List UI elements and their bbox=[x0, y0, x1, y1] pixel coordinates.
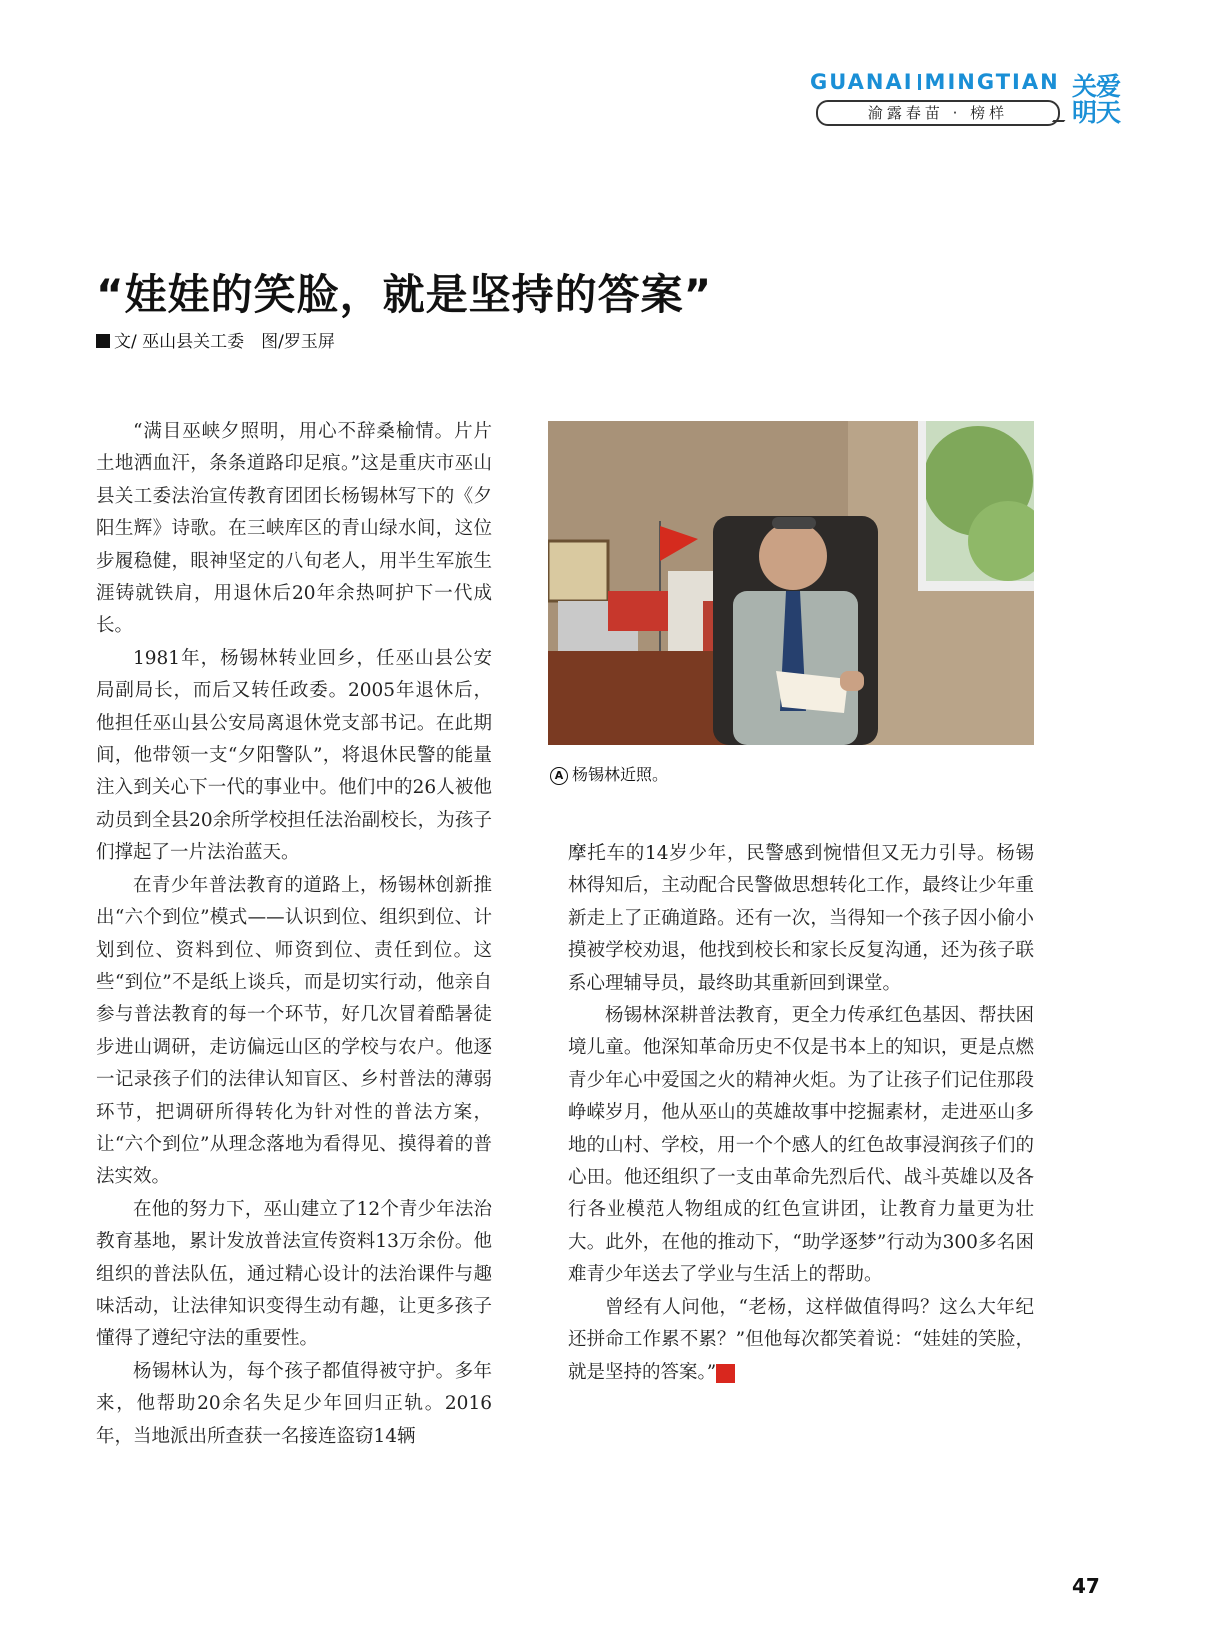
masthead-en-left: GUANAI bbox=[810, 70, 914, 94]
photo-caption bbox=[550, 762, 668, 785]
article-title: “娃娃的笑脸，就是坚持的答案” bbox=[96, 270, 713, 319]
caption-text: 杨锡林近照。 bbox=[572, 765, 669, 784]
logo-line-1: 关爱 bbox=[1072, 72, 1121, 101]
paragraph: “满目巫峡夕照明，用心不辞桑榆情。片片土地洒血汗，条条道路印足痕。”这是重庆市巫山县关工委法治宣传教育团团长杨锡林写下的《夕阳生辉》诗歌。在三峡库区的青山绿水间，这位步履稳健，眼神坚定的八旬老人，用半生军旅生涯铸就铁肩，用退休后20年余热呵护下一代成长。 bbox=[96, 421, 492, 637]
paragraph: 杨锡林认为，每个孩子都值得被守护。多年来，他帮助20余名失足少年回归正轨。2016年，当地派出所查获一名接连盗窃14辆 bbox=[96, 1360, 492, 1447]
masthead-logo bbox=[1072, 74, 1122, 126]
paragraph: 杨锡林深耕普法教育，更全力传承红色基因、帮扶困境儿童。他深知革命历史不仅是书本上的知识，更是点燃青少年心中爱国之火的精神火炬。为了让孩子们记住那段峥嵘岁月，他从巫山的英雄故事中挖掘素材，走进巫山多地的山村、学校，用一个个感人的红色故事浸润孩子们的心田。他还组织了一支由革命先烈后代、战斗英雄以及各行各业模范人物组成的红色宣讲团，让教育力量更为壮大。此外，在他的推动下，“助学逐梦”行动为300多名困难青少年送去了学业与生活上的帮助。 bbox=[568, 1005, 1034, 1286]
paragraph: 在他的努力下，巫山建立了12个青少年法治教育基地，累计发放普法宣传资料13万余份。他组织的普法队伍，通过精心设计的法治课件与趣味活动，让法律知识变得生动有趣，让更多孩子懂得了遵纪守法的重要性。 bbox=[96, 1198, 492, 1350]
masthead-en-right: MINGTIAN bbox=[924, 70, 1060, 94]
masthead bbox=[810, 70, 1180, 140]
last-paragraph-text: 曾经有人问他，“老杨，这样做值得吗？这么大年纪还拼命工作累不累？”但他每次都笑着说：“娃娃的笑脸，就是坚持的答案。” bbox=[568, 1296, 1034, 1383]
portrait-photo-illustration bbox=[548, 421, 1034, 745]
paragraph-last bbox=[568, 1292, 1034, 1389]
paragraph-continued: 摩托车的14岁少年，民警感到惋惜但又无力引导。杨锡林得知后，主动配合民警做思想转化工作，最终让少年重新走上了正确道路。还有一次，当得知一个孩子因小偷小摸被学校劝退，他找到校长和家长反复沟通，还为孩子联系心理辅导员，最终助其重新回到课堂。 bbox=[568, 843, 1034, 994]
byline-square-icon bbox=[96, 334, 110, 348]
paragraph: 1981年，杨锡林转业回乡，任巫山县公安局副局长，而后又转任政委。2005年退休后，他担任巫山县公安局离退休党支部书记。在此期间，他带领一支“夕阳警队”，将退休民警的能量注入到关心下一代的事业中。他们中的26人被他动员到全县20余所学校担任法治副校长，为孩子们撑起了一片法治蓝天。 bbox=[96, 647, 492, 864]
right-column bbox=[568, 838, 1034, 1389]
left-column bbox=[96, 416, 492, 1453]
masthead-english bbox=[810, 70, 1060, 94]
end-mark-icon: 天 bbox=[716, 1364, 735, 1383]
masthead-tagline: 渝露春苗 · 榜样 bbox=[816, 100, 1060, 126]
article-byline bbox=[96, 327, 335, 352]
masthead-divider bbox=[918, 74, 921, 90]
portrait-photo bbox=[548, 421, 1034, 745]
byline-text: 文/ 巫山县关工委 图/罗玉屏 bbox=[114, 332, 335, 352]
logo-line-2: 明天 bbox=[1072, 98, 1121, 127]
paragraph: 在青少年普法教育的道路上，杨锡林创新推出“六个到位”模式——认识到位、组织到位、计划到位、资料到位、师资到位、责任到位。这些“到位”不是纸上谈兵，而是切实行动，他亲自参与普法教育的每一个环节，好几次冒着酷暑徒步进山调研，走访偏远山区的学校与农户。他逐一记录孩子们的法律认知盲区、乡村普法的薄弱环节，把调研所得转化为针对性的普法方案，让“六个到位”从理念落地为看得见、摸得着的普法实效。 bbox=[96, 874, 492, 1188]
caption-icon: A bbox=[550, 767, 568, 785]
page-number: 47 bbox=[1072, 1574, 1100, 1598]
